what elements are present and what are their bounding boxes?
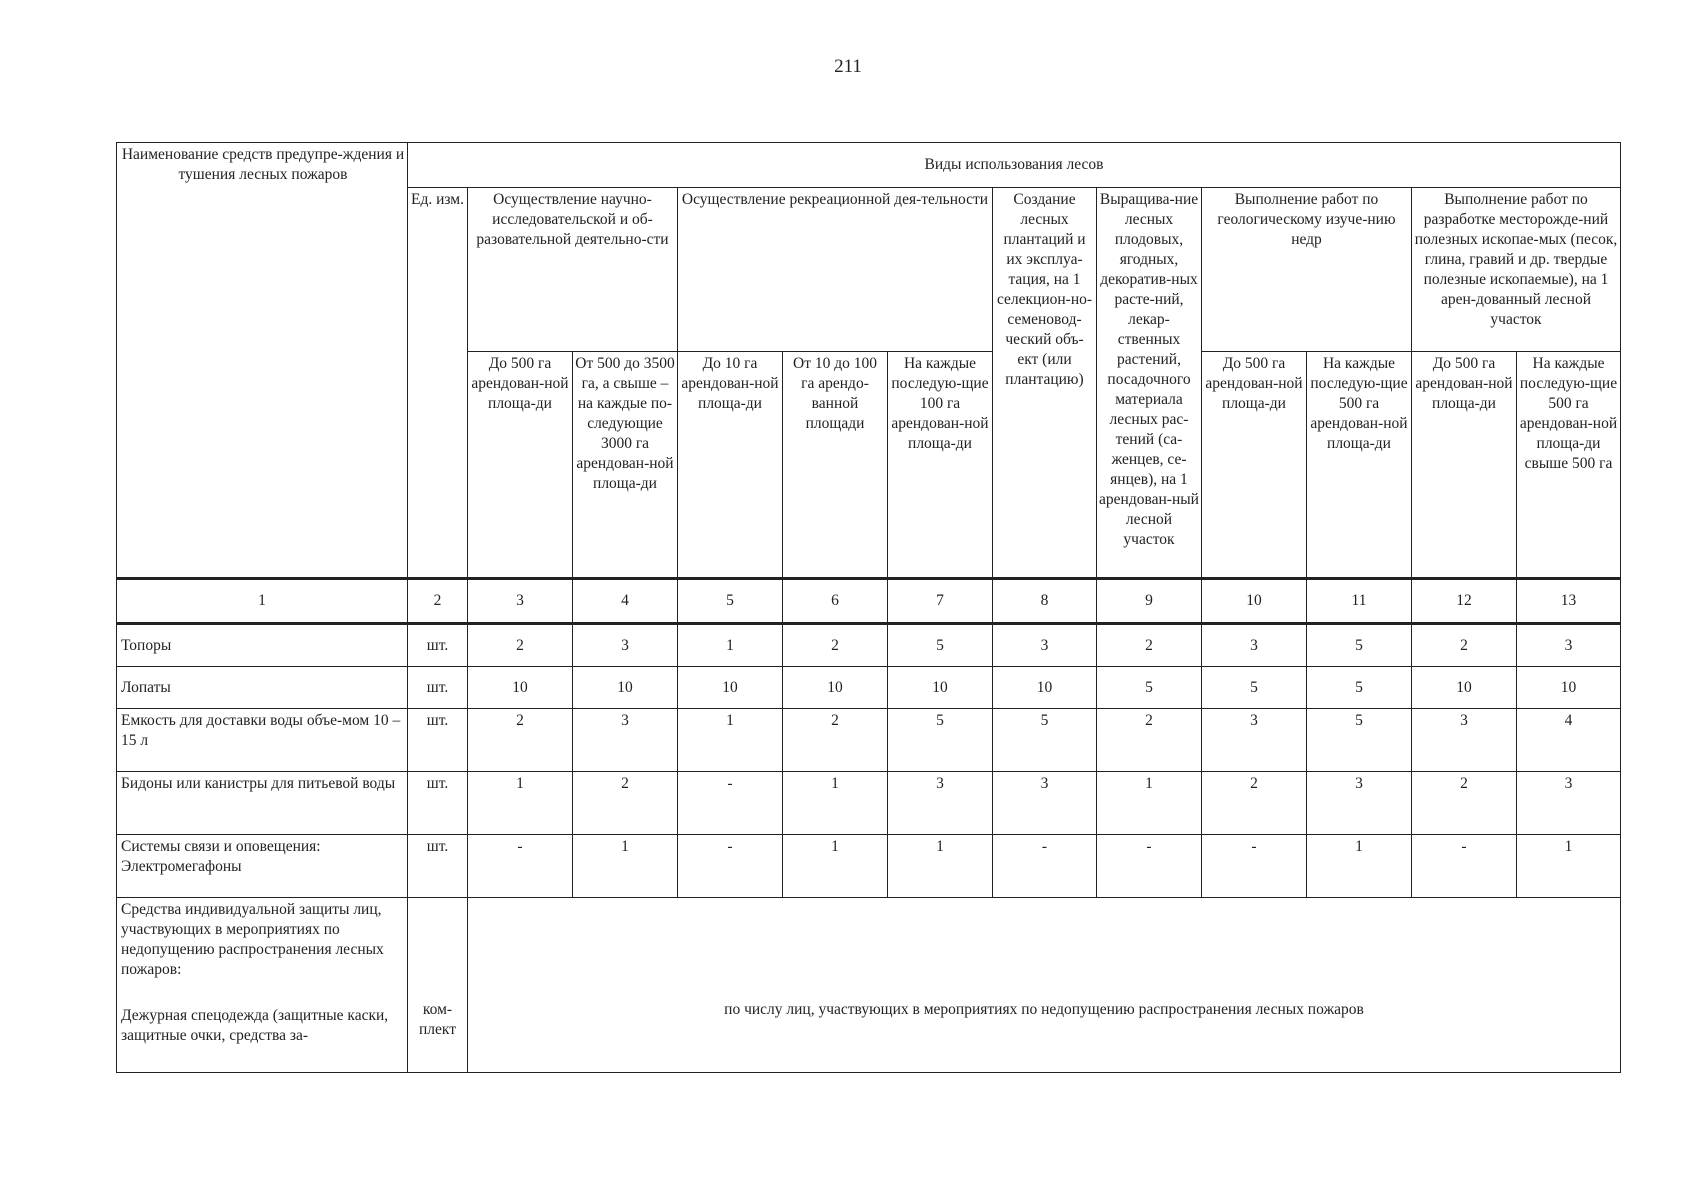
cell-value: 1	[888, 835, 993, 898]
cell-value: -	[678, 772, 783, 835]
cell-value: 10	[783, 667, 888, 709]
cell-value: 5	[888, 709, 993, 772]
header-unit-column: Ед. изм.	[408, 188, 468, 579]
header-subcol: До 500 га арендован-ной площа-ди	[468, 352, 573, 579]
cell-value: 3	[993, 772, 1097, 835]
table-row	[117, 898, 1621, 1073]
table-row	[117, 624, 1621, 667]
cell-value: 2	[1097, 709, 1202, 772]
header-subcol: На каждые последую-щие 500 га арендован-ной площа-ди свыше 500 га	[1517, 352, 1621, 579]
header-subcol: До 500 га арендован-ной площа-ди	[1412, 352, 1517, 579]
cell-value: 1	[1097, 772, 1202, 835]
cell-value: 3	[1517, 624, 1621, 667]
row-name: Системы связи и оповещения: Электромегафоны	[117, 835, 408, 898]
row-name: Топоры	[117, 624, 408, 667]
column-number: 3	[468, 579, 573, 624]
header-subcol: До 10 га арендован-ной площа-ди	[678, 352, 783, 579]
cell-value: -	[678, 835, 783, 898]
cell-value: 1	[678, 709, 783, 772]
row-name: Бидоны или канистры для питьевой воды	[117, 772, 408, 835]
cell-value: 3	[573, 624, 678, 667]
column-number: 9	[1097, 579, 1202, 624]
cell-value: 1	[783, 835, 888, 898]
column-number: 1	[117, 579, 408, 624]
cell-value: 10	[1412, 667, 1517, 709]
header-subcol: На каждые последую-щие 500 га арендован-ной площа-ди	[1307, 352, 1412, 579]
cell-value: 3	[888, 772, 993, 835]
cell-value: -	[1097, 835, 1202, 898]
table-row	[117, 835, 1621, 898]
row-unit: шт.	[408, 772, 468, 835]
row-unit: шт.	[408, 624, 468, 667]
row-name: Емкость для доставки воды объе-мом 10 – 15 л	[117, 709, 408, 772]
cell-value: 3	[993, 624, 1097, 667]
cell-value: 10	[1517, 667, 1621, 709]
column-number: 6	[783, 579, 888, 624]
cell-value: -	[1412, 835, 1517, 898]
merged-cell	[468, 898, 1621, 1073]
cell-value: 3	[1307, 772, 1412, 835]
protection-item: Дежурная спецодежда (защитные каски, защитные очки, средства за-	[121, 1007, 389, 1044]
page-number: 211	[834, 56, 862, 77]
column-number-row	[117, 579, 1621, 624]
cell-value: 5	[1307, 624, 1412, 667]
cell-value: 1	[468, 772, 573, 835]
protection-heading: Средства индивидуальной защиты лиц, участвующих в мероприятиях по недопущению распространения лесных пожаров:	[121, 901, 384, 978]
cell-value: 10	[993, 667, 1097, 709]
table-row	[117, 772, 1621, 835]
row-unit: шт.	[408, 667, 468, 709]
header-group-research: Осуществление научно-исследовательской и об-разовательной деятельно-сти	[468, 188, 678, 352]
column-number: 8	[993, 579, 1097, 624]
column-number: 11	[1307, 579, 1412, 624]
row-unit: шт.	[408, 709, 468, 772]
cell-value: 1	[678, 624, 783, 667]
cell-value: 4	[1517, 709, 1621, 772]
fire-equipment-table	[116, 142, 1621, 1073]
cell-value: -	[1202, 835, 1307, 898]
cell-value: 5	[888, 624, 993, 667]
row-name: Лопаты	[117, 667, 408, 709]
cell-value: 2	[783, 624, 888, 667]
cell-value: -	[468, 835, 573, 898]
cell-value: 10	[573, 667, 678, 709]
cell-value: 1	[573, 835, 678, 898]
cell-value: 2	[1097, 624, 1202, 667]
column-number: 7	[888, 579, 993, 624]
row-unit	[408, 898, 468, 1073]
cell-value: 3	[1202, 624, 1307, 667]
row-unit: шт.	[408, 835, 468, 898]
header-group-geology: Выполнение работ по геологическому изуче-нию недр	[1202, 188, 1412, 352]
column-number: 10	[1202, 579, 1307, 624]
cell-value: 10	[678, 667, 783, 709]
merged-cell-text: по числу лиц, участвующих в мероприятиях по недопущению распространения лесных пожаров	[724, 1001, 1364, 1018]
table-row	[117, 667, 1621, 709]
header-subcol: От 500 до 3500 га, а свыше – на каждые по-следующие 3000 га арендован-ной площа-ди	[573, 352, 678, 579]
column-number: 2	[408, 579, 468, 624]
cell-value: 2	[1412, 772, 1517, 835]
row-unit-text: ком-плект	[418, 1001, 456, 1038]
cell-value: 2	[1202, 772, 1307, 835]
cell-value: 3	[1517, 772, 1621, 835]
header-subcol: От 10 до 100 га арендо-ванной площади	[783, 352, 888, 579]
header-group-cultivation: Выращива-ние лесных плодовых, ягодных, декоратив-ных расте-ний, лекар-ственных растений, посадочного материала лесных рас-тений (са-женцев, се-янцев), на 1 арендован-ный лесной участок	[1097, 188, 1202, 579]
cell-value: 1	[1517, 835, 1621, 898]
table-row	[117, 709, 1621, 772]
cell-value: 2	[1412, 624, 1517, 667]
column-number: 12	[1412, 579, 1517, 624]
cell-value: 10	[888, 667, 993, 709]
cell-value: 2	[783, 709, 888, 772]
cell-value: 2	[468, 709, 573, 772]
cell-value: 2	[468, 624, 573, 667]
cell-value: 5	[1097, 667, 1202, 709]
cell-value: 5	[993, 709, 1097, 772]
cell-value: 1	[1307, 835, 1412, 898]
cell-value: 3	[1412, 709, 1517, 772]
cell-value: 5	[1202, 667, 1307, 709]
row-name-protection	[117, 898, 408, 1073]
cell-value: 10	[468, 667, 573, 709]
cell-value: 1	[783, 772, 888, 835]
column-number: 5	[678, 579, 783, 624]
cell-value: 3	[1202, 709, 1307, 772]
header-subcol: На каждые последую-щие 100 га арендован-ной площа-ди	[888, 352, 993, 579]
column-number: 13	[1517, 579, 1621, 624]
cell-value: 2	[573, 772, 678, 835]
column-number: 4	[573, 579, 678, 624]
cell-value: 5	[1307, 667, 1412, 709]
header-name-column: Наименование средств предупре-ждения и тушения лесных пожаров	[117, 143, 408, 579]
header-group-recreation: Осуществление рекреационной дея-тельности	[678, 188, 993, 352]
cell-value: 3	[573, 709, 678, 772]
header-group-mining: Выполнение работ по разработке месторожде-ний полезных ископае-мых (песок, глина, гравий и др. твердые полезные ископаемые), на 1 арен-дованный лесной участок	[1412, 188, 1621, 352]
header-subcol: До 500 га арендован-ной площа-ди	[1202, 352, 1307, 579]
header-types-title: Виды использования лесов	[408, 143, 1621, 188]
header-group-plantations: Создание лесных плантаций и их эксплуа-тация, на 1 селекцион-но-семеновод-ческий объ-ект (или плантацию)	[993, 188, 1097, 579]
cell-value: -	[993, 835, 1097, 898]
cell-value: 5	[1307, 709, 1412, 772]
